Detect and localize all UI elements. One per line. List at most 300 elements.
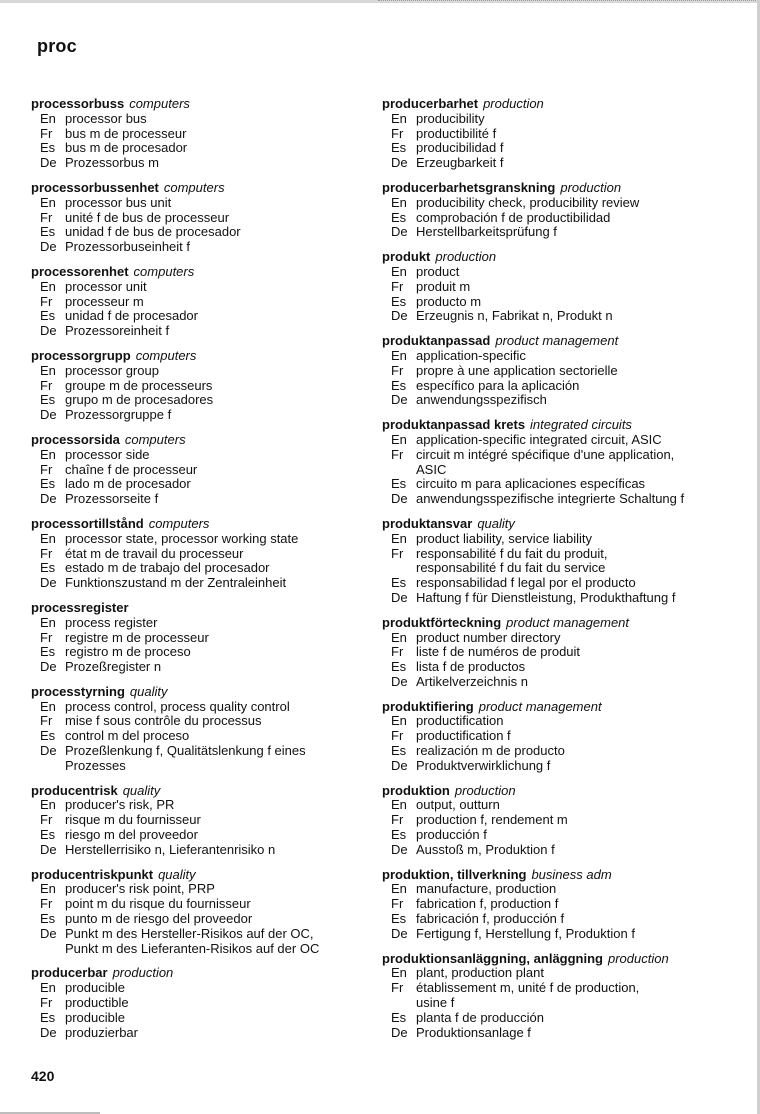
translation-line: [31, 714, 371, 729]
language-code: En: [391, 713, 407, 729]
language-code: Es: [391, 659, 407, 675]
translation-text: produit m: [416, 278, 471, 294]
translation-text: chaîne f de processeur: [65, 461, 198, 477]
translation-line: [382, 127, 722, 142]
dictionary-entry: [382, 616, 722, 690]
language-code: De: [40, 575, 57, 591]
translation-line: [31, 729, 371, 744]
translation-text: application-specific integrated circuit, ASIC: [416, 431, 662, 447]
language-code: De: [391, 392, 408, 408]
language-code: En: [40, 980, 56, 996]
translation-line: [382, 280, 722, 295]
translation-line: [31, 547, 371, 562]
language-code: De: [40, 743, 57, 759]
translation-text: producibility check, producibility review: [416, 194, 640, 210]
translation-text: producto m: [416, 293, 482, 309]
translation-text: Artikelverzeichnis n: [416, 673, 528, 689]
translation-line: [382, 433, 722, 448]
entry-term: processortillstånd: [31, 515, 144, 531]
translation-text: Prozessorbus m: [65, 155, 159, 171]
translation-text: control m del proceso: [65, 728, 190, 744]
translation-line: [31, 828, 371, 843]
translation-text: producible: [65, 980, 125, 996]
translation-line: [31, 927, 371, 942]
right-column: [382, 97, 722, 1050]
language-code: De: [391, 224, 408, 240]
translation-line: [382, 981, 722, 996]
language-code: En: [40, 362, 56, 378]
translation-line: [31, 309, 371, 324]
translation-line: [382, 1011, 722, 1026]
language-code: Fr: [391, 125, 404, 141]
translation-line: [382, 393, 722, 408]
translation-line: [31, 843, 371, 858]
translation-line: [382, 843, 722, 858]
translation-text: productible: [65, 995, 129, 1011]
entry-term: processorgrupp: [31, 347, 131, 363]
language-code: En: [391, 347, 407, 363]
entry-term: producentriskpunkt: [31, 866, 154, 882]
translation-line: [31, 912, 371, 927]
language-code: Fr: [391, 545, 404, 561]
language-code: En: [391, 530, 407, 546]
dictionary-entry: [31, 349, 371, 423]
translation-text: établissement m, unité f de production,: [416, 980, 640, 996]
entry-headword-line: [382, 517, 722, 532]
language-code: En: [40, 698, 56, 714]
language-code: De: [40, 239, 57, 255]
translation-text: Produktverwirklichung f: [416, 757, 551, 773]
dictionary-entry: [382, 517, 722, 606]
entry-domain: production: [435, 249, 497, 265]
translation-line: [31, 660, 371, 675]
translation-line: [382, 364, 722, 379]
language-code: En: [40, 194, 56, 210]
entry-domain: computers: [135, 347, 197, 363]
language-code: Fr: [391, 812, 404, 828]
translation-line: [382, 729, 722, 744]
translation-line: [382, 966, 722, 981]
language-code: De: [391, 673, 408, 689]
entry-headword-line: [31, 517, 371, 532]
translation-line: [382, 492, 722, 507]
translation-line: [31, 645, 371, 660]
dictionary-entry: [31, 601, 371, 675]
translation-line: [31, 1026, 371, 1041]
language-code: Fr: [40, 896, 53, 912]
translation-line: [382, 927, 722, 942]
language-code: En: [391, 797, 407, 813]
language-code: De: [391, 757, 408, 773]
language-code: De: [40, 323, 57, 339]
language-code: Fr: [391, 446, 404, 462]
entry-term: processorbussenhet: [31, 179, 159, 195]
dictionary-entry: [382, 952, 722, 1041]
language-code: Es: [40, 911, 56, 927]
translation-text: Prozessorgruppe f: [65, 407, 172, 423]
translation-text: fabrication f, production f: [416, 896, 559, 912]
entry-term: produktion: [382, 782, 450, 798]
language-code: Fr: [40, 629, 53, 645]
translation-text: product liability, service liability: [416, 530, 593, 546]
translation-line: [31, 225, 371, 240]
entry-term: processorenhet: [31, 263, 129, 279]
language-code: En: [40, 614, 56, 630]
translation-line: [31, 1011, 371, 1026]
translation-text: processeur m: [65, 293, 144, 309]
translation-line: [382, 156, 722, 171]
entry-domain: quality: [122, 782, 161, 798]
translation-line: [382, 798, 722, 813]
language-code: Es: [391, 827, 407, 843]
entry-headword-line: [382, 616, 722, 631]
language-code: Es: [391, 743, 407, 759]
dictionary-entry: [31, 784, 371, 858]
language-code: En: [40, 881, 56, 897]
entry-headword-line: [31, 181, 371, 196]
entry-term: produktion, tillverkning: [382, 866, 527, 882]
translation-text: responsabilidad f legal por el producto: [416, 575, 636, 591]
translation-text: produzierbar: [65, 1024, 138, 1040]
translation-line: [382, 211, 722, 226]
translation-text: anwendungsspezifische integrierte Schaltung f: [416, 491, 685, 507]
translation-line: [382, 1026, 722, 1041]
language-code: Fr: [40, 545, 53, 561]
translation-line: [382, 576, 722, 591]
translation-text: plant, production plant: [416, 965, 544, 981]
translation-line: [382, 645, 722, 660]
translation-text: registre m de processeur: [65, 629, 209, 645]
language-code: Es: [391, 377, 407, 393]
translation-text: realización m de producto: [416, 743, 565, 759]
translation-line: [31, 897, 371, 912]
language-code: De: [391, 589, 408, 605]
translation-line: [31, 156, 371, 171]
translation-text: Prozessorbuseinheit f: [65, 239, 191, 255]
translation-text: output, outturn: [416, 797, 500, 813]
entry-term: producentrisk: [31, 782, 118, 798]
entry-domain: quality: [158, 866, 196, 882]
translation-text: Herstellbarkeitsprüfung f: [416, 224, 557, 240]
translation-line: [31, 882, 371, 897]
translation-line: [31, 112, 371, 127]
translation-continuation: usine f: [416, 995, 455, 1011]
translation-text: comprobación f de productibilidad: [416, 209, 611, 225]
translation-line: [31, 196, 371, 211]
entry-domain: production: [112, 965, 174, 981]
language-code: De: [391, 491, 408, 507]
language-code: Es: [391, 209, 407, 225]
translation-line: [31, 324, 371, 339]
translation-continuation: responsabilité f du fait du service: [416, 560, 606, 576]
entry-term: produktansvar: [382, 515, 473, 531]
translation-line: [382, 631, 722, 646]
translation-line: [382, 477, 722, 492]
entry-headword-line: [31, 349, 371, 364]
page-number: 420: [31, 1068, 55, 1084]
translation-line: [382, 897, 722, 912]
translation-line: [31, 477, 371, 492]
dictionary-entry: [31, 517, 371, 591]
translation-line: [382, 112, 722, 127]
translation-text: Prozessorseite f: [65, 491, 159, 507]
language-code: Fr: [40, 461, 53, 477]
translation-text: fabricación f, producción f: [416, 911, 565, 927]
language-code: Fr: [40, 209, 53, 225]
translation-line: [31, 492, 371, 507]
language-code: En: [391, 110, 407, 126]
entry-domain: product management: [495, 333, 619, 349]
translation-text: Produktionsanlage f: [416, 1024, 531, 1040]
translation-line: [382, 379, 722, 394]
translation-line: [31, 463, 371, 478]
translation-text: product number directory: [416, 629, 561, 645]
language-code: Fr: [40, 293, 53, 309]
language-code: En: [391, 194, 407, 210]
entry-term: processregister: [31, 599, 129, 615]
language-code: En: [391, 629, 407, 645]
entry-term: produktanpassad krets: [382, 417, 526, 433]
language-code: Es: [391, 140, 407, 156]
translation-line: [31, 981, 371, 996]
language-code: Es: [40, 644, 56, 660]
entry-term: produktanpassad: [382, 333, 491, 349]
translation-text: producible: [65, 1009, 125, 1025]
entry-term: processorbuss: [31, 96, 125, 111]
translation-line: [31, 576, 371, 591]
translation-text: processor unit: [65, 278, 147, 294]
translation-text: risque m du fournisseur: [65, 812, 201, 828]
language-code: Fr: [391, 728, 404, 744]
language-code: Es: [391, 911, 407, 927]
entry-domain: production: [454, 782, 516, 798]
dictionary-entry: [382, 250, 722, 324]
language-code: De: [40, 407, 57, 423]
language-code: Fr: [40, 713, 53, 729]
translation-line: [31, 448, 371, 463]
entry-headword-line: [382, 868, 722, 883]
translation-line: [382, 547, 722, 562]
entry-headword-line: [31, 433, 371, 448]
language-code: En: [40, 110, 56, 126]
language-code: En: [391, 881, 407, 897]
language-code: En: [391, 431, 407, 447]
language-code: En: [391, 965, 407, 981]
translation-line: [31, 631, 371, 646]
language-code: Fr: [391, 362, 404, 378]
language-code: Es: [391, 575, 407, 591]
entry-domain: computers: [124, 431, 186, 447]
translation-line: [31, 364, 371, 379]
translation-text: mise f sous contrôle du processus: [65, 713, 262, 729]
translation-text: específico para la aplicación: [416, 377, 580, 393]
entry-headword-line: [382, 700, 722, 715]
entry-domain: product management: [506, 614, 630, 630]
dictionary-entry: [382, 700, 722, 774]
language-code: De: [391, 925, 408, 941]
translation-line: [31, 211, 371, 226]
translation-text: lado m de procesador: [65, 476, 191, 492]
entry-domain: computers: [133, 263, 195, 279]
dictionary-entry: [31, 97, 371, 171]
language-code: De: [40, 841, 57, 857]
translation-text: Prozessoreinheit f: [65, 323, 170, 339]
entry-term: produkt: [382, 249, 431, 265]
translation-line: [382, 225, 722, 240]
translation-text: responsabilité f du fait du produit,: [416, 545, 608, 561]
translation-text: process control, process quality control: [65, 698, 290, 714]
entry-domain: business adm: [531, 866, 612, 882]
entry-headword-line: [31, 97, 371, 112]
left-column: [31, 97, 371, 1050]
translation-text: planta f de producción: [416, 1009, 544, 1025]
language-code: Es: [40, 1009, 56, 1025]
translation-text: productification: [416, 713, 504, 729]
language-code: Fr: [40, 812, 53, 828]
entry-domain: computers: [129, 96, 190, 111]
translation-line: [382, 448, 722, 463]
translation-text: riesgo m del proveedor: [65, 827, 198, 843]
translation-text: registro m de proceso: [65, 644, 191, 660]
translation-text: manufacture, production: [416, 881, 557, 897]
language-code: Fr: [391, 278, 404, 294]
translation-text: circuito m para aplicaciones específicas: [416, 476, 646, 492]
dictionary-entry: [382, 784, 722, 858]
language-code: Es: [40, 827, 56, 843]
translation-text: liste f de numéros de produit: [416, 644, 581, 660]
language-code: Fr: [391, 896, 404, 912]
translation-text: bus m de procesador: [65, 140, 188, 156]
entry-headword-line: [382, 334, 722, 349]
translation-text: Ausstoß m, Produktion f: [416, 841, 555, 857]
translation-line: [31, 700, 371, 715]
entry-domain: product management: [478, 698, 602, 714]
language-code: Fr: [40, 125, 53, 141]
translation-text: Herstellerrisiko n, Lieferantenrisiko n: [65, 841, 276, 857]
dictionary-entry: [382, 97, 722, 171]
translation-line: [382, 828, 722, 843]
translation-continuation: Prozesses: [65, 757, 126, 773]
entry-headword-line: [31, 868, 371, 883]
translation-line: [31, 127, 371, 142]
translation-text: Fertigung f, Herstellung f, Produktion f: [416, 925, 635, 941]
language-code: De: [391, 841, 408, 857]
translation-text: anwendungsspezifisch: [416, 392, 547, 408]
translation-line: [382, 532, 722, 547]
translation-text: producer's risk point, PRP: [65, 881, 215, 897]
entry-term: produktionsanläggning, anläggning: [382, 950, 603, 966]
translation-line: [31, 744, 371, 759]
language-code: Es: [391, 293, 407, 309]
entry-headword-line: [382, 250, 722, 265]
translation-text: grupo m de procesadores: [65, 392, 214, 408]
translation-line: [382, 591, 722, 606]
entry-domain: quality: [477, 515, 515, 531]
entry-term: produktförteckning: [382, 614, 502, 630]
translation-text: état m de travail du processeur: [65, 545, 244, 561]
entry-headword-line: [382, 97, 722, 112]
translation-line: [382, 309, 722, 324]
dictionary-entry: [31, 966, 371, 1040]
language-code: De: [391, 155, 408, 171]
language-code: Es: [391, 476, 407, 492]
dictionary-entry: [382, 868, 722, 942]
translation-text: Erzeugbarkeit f: [416, 155, 504, 171]
language-code: En: [40, 278, 56, 294]
translation-line: [382, 295, 722, 310]
translation-line: [31, 141, 371, 156]
translation-text: punto m de riesgo del proveedor: [65, 911, 253, 927]
translation-line: [31, 295, 371, 310]
translation-line: [382, 675, 722, 690]
translation-text: producer's risk, PR: [65, 797, 175, 813]
translation-line: [382, 196, 722, 211]
translation-text: estado m de trabajo del procesador: [65, 560, 270, 576]
entry-headword-line: [382, 784, 722, 799]
entry-headword-line: [31, 685, 371, 700]
language-code: Es: [40, 728, 56, 744]
entry-domain: integrated circuits: [530, 417, 632, 433]
entry-domain: production: [560, 179, 622, 195]
language-code: Es: [40, 392, 56, 408]
language-code: En: [40, 530, 56, 546]
entry-term: processtyrning: [31, 683, 125, 699]
entry-domain: quality: [129, 683, 168, 699]
translation-line: [31, 408, 371, 423]
translation-text: propre à une application sectorielle: [416, 362, 618, 378]
language-code: Es: [391, 1009, 407, 1025]
entry-domain: computers: [148, 515, 210, 531]
translation-continuation: ASIC: [416, 461, 447, 477]
language-code: Fr: [40, 377, 53, 393]
translation-line: [31, 280, 371, 295]
translation-text: unidad f de bus de procesador: [65, 224, 241, 240]
translation-line: [31, 532, 371, 547]
language-code: Es: [40, 224, 56, 240]
translation-text: Punkt m des Hersteller-Risikos auf der OC,: [65, 925, 314, 941]
entry-headword-line: [31, 601, 371, 616]
translation-line: [31, 616, 371, 631]
translation-line: [382, 660, 722, 675]
language-code: Fr: [40, 995, 53, 1011]
translation-text: production f, rendement m: [416, 812, 568, 828]
translation-text: lista f de productos: [416, 659, 526, 675]
language-code: De: [391, 1024, 408, 1040]
entry-headword-line: [31, 966, 371, 981]
translation-line: [31, 561, 371, 576]
dictionary-entry: [31, 433, 371, 507]
dictionary-entry: [31, 181, 371, 255]
translation-line: [31, 379, 371, 394]
entry-term: produktifiering: [382, 698, 474, 714]
translation-text: Prozeßlenkung f, Qualitätslenkung f eines: [65, 743, 306, 759]
entry-headword-line: [31, 784, 371, 799]
translation-text: processor bus unit: [65, 194, 172, 210]
translation-line: [31, 240, 371, 255]
translation-line: [382, 759, 722, 774]
translation-text: bus m de processeur: [65, 125, 187, 141]
translation-line: [382, 141, 722, 156]
translation-text: productification f: [416, 728, 511, 744]
translation-line: [382, 265, 722, 280]
language-code: De: [40, 491, 57, 507]
translation-line: [382, 882, 722, 897]
translation-line: [31, 798, 371, 813]
translation-line: [382, 714, 722, 729]
entry-term: producerbarhetsgranskning: [382, 179, 556, 195]
entry-headword-line: [382, 181, 722, 196]
translation-text: processor group: [65, 362, 159, 378]
